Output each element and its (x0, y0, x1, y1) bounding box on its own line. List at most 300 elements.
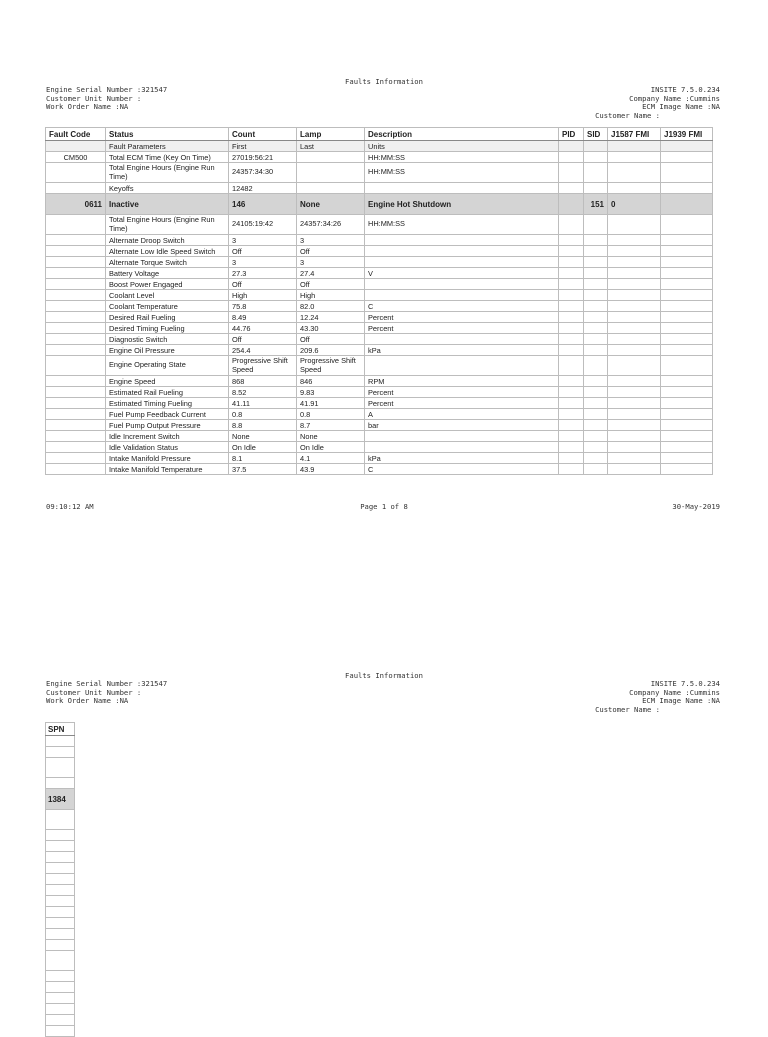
empty-cell (584, 152, 608, 163)
first-cell: High (229, 290, 297, 301)
table-row (46, 290, 713, 301)
first-cell: 8.8 (229, 420, 297, 431)
last-cell: Progressive Shift Speed (297, 356, 365, 376)
col-fault-code: Fault Code (46, 128, 106, 141)
empty-cell (608, 152, 661, 163)
spn-cell (46, 1004, 75, 1015)
fault-code-cell (46, 279, 106, 290)
units-cell: bar (365, 420, 559, 431)
units-cell: C (365, 464, 559, 475)
customer-unit-number: Customer Unit Number : (46, 687, 142, 697)
param-cell: Total ECM Time (Key On Time) (106, 152, 229, 163)
page2-title: Faults Information (345, 671, 423, 680)
sid-cell (584, 376, 608, 387)
footer-date: 30-May-2019 (672, 502, 720, 511)
j1587-cell (608, 323, 661, 334)
table-row (46, 356, 713, 376)
j1587-cell (608, 442, 661, 453)
table-row (46, 387, 713, 398)
j1587-cell (608, 356, 661, 376)
table-row (46, 257, 713, 268)
spn-cell (46, 918, 75, 929)
fault-code-cell (46, 398, 106, 409)
param-cell: Alternate Torque Switch (106, 257, 229, 268)
fault-code-cell (46, 268, 106, 279)
table-row (46, 235, 713, 246)
sid-cell (584, 235, 608, 246)
fault-code-cell (46, 246, 106, 257)
j1587-cell (608, 334, 661, 345)
first-cell: 3 (229, 235, 297, 246)
fault-j1939-fmi (661, 194, 713, 215)
faults-table (45, 127, 713, 475)
empty-cell (559, 152, 584, 163)
table-row (46, 420, 713, 431)
table-row (46, 453, 713, 464)
sub-header-cell: First (229, 141, 297, 152)
spn-row (46, 841, 75, 852)
col-description: Description (365, 128, 559, 141)
engine-serial-number: Engine Serial Number :321547 (46, 85, 168, 94)
spn-header-row (46, 723, 75, 736)
sub-header-cell (661, 141, 713, 152)
header-right (595, 86, 720, 120)
col-j1587-fmi: J1587 FMI (608, 128, 661, 141)
fault-sid: 151 (584, 194, 608, 215)
last-cell: 8.7 (297, 420, 365, 431)
fault-code-cell: CM500 (46, 152, 106, 163)
first-cell: 8.49 (229, 312, 297, 323)
fault-code-cell (46, 387, 106, 398)
units-cell: HH:MM:SS (365, 215, 559, 235)
param-cell: Diagnostic Switch (106, 334, 229, 345)
pid-cell (559, 290, 584, 301)
j1939-cell (661, 356, 713, 376)
ecm-image-name: ECM Image Name :NA (642, 102, 720, 111)
units-cell (365, 257, 559, 268)
sid-cell (584, 420, 608, 431)
j1939-cell (661, 290, 713, 301)
fault-code-cell (46, 442, 106, 453)
sid-cell (584, 312, 608, 323)
customer-unit-number: Customer Unit Number : (46, 93, 142, 103)
last-cell: 24357:34:26 (297, 215, 365, 235)
empty-cell (608, 163, 661, 183)
fault-code-cell (46, 215, 106, 235)
fault-code: 0611 (46, 194, 106, 215)
fault-code-cell (46, 290, 106, 301)
spn-row (46, 982, 75, 993)
units-cell: kPa (365, 453, 559, 464)
param-cell: Coolant Level (106, 290, 229, 301)
j1587-cell (608, 235, 661, 246)
pid-cell (559, 279, 584, 290)
fault-pid (559, 194, 584, 215)
footer-time: 09:10:12 AM (46, 502, 94, 511)
last-cell (297, 152, 365, 163)
pid-cell (559, 301, 584, 312)
table-row (46, 464, 713, 475)
spn-row (46, 885, 75, 896)
j1939-cell (661, 398, 713, 409)
j1939-cell (661, 312, 713, 323)
spn-cell (46, 830, 75, 841)
j1587-cell (608, 301, 661, 312)
units-cell: A (365, 409, 559, 420)
param-cell: Engine Operating State (106, 356, 229, 376)
units-cell: Percent (365, 323, 559, 334)
last-cell: 3 (297, 235, 365, 246)
pid-cell (559, 409, 584, 420)
pid-cell (559, 334, 584, 345)
first-cell: 75.8 (229, 301, 297, 312)
param-cell: Estimated Rail Fueling (106, 387, 229, 398)
param-cell: Intake Manifold Pressure (106, 453, 229, 464)
ecm-image-name: ECM Image Name :NA (642, 696, 720, 705)
pid-cell (559, 323, 584, 334)
last-cell: 27.4 (297, 268, 365, 279)
first-cell: 24105:19:42 (229, 215, 297, 235)
first-cell: 44.76 (229, 323, 297, 334)
j1939-cell (661, 301, 713, 312)
col-spn: SPN (46, 723, 75, 736)
spn-row (46, 896, 75, 907)
pid-cell (559, 356, 584, 376)
j1939-cell (661, 235, 713, 246)
j1939-cell (661, 453, 713, 464)
sid-cell (584, 345, 608, 356)
pid-cell (559, 268, 584, 279)
last-cell: 0.8 (297, 409, 365, 420)
sub-header-row (46, 141, 713, 152)
spn-cell (46, 971, 75, 982)
sid-cell (584, 290, 608, 301)
first-cell: 24357:34:30 (229, 163, 297, 183)
first-cell: 27.3 (229, 268, 297, 279)
fault-count: 146 (229, 194, 297, 215)
fault-code-cell (46, 376, 106, 387)
sub-header-cell: Last (297, 141, 365, 152)
j1587-cell (608, 246, 661, 257)
sub-header-cell (584, 141, 608, 152)
param-cell: Engine Oil Pressure (106, 345, 229, 356)
fault-code-cell (46, 183, 106, 194)
j1939-cell (661, 431, 713, 442)
spn-row (46, 852, 75, 863)
j1939-cell (661, 345, 713, 356)
units-cell: kPa (365, 345, 559, 356)
spn-row (46, 736, 75, 747)
fault-code-cell (46, 334, 106, 345)
param-cell: Engine Speed (106, 376, 229, 387)
fault-code-cell (46, 356, 106, 376)
units-cell (365, 183, 559, 194)
last-cell: High (297, 290, 365, 301)
table-row (46, 163, 713, 183)
last-cell: On Idle (297, 442, 365, 453)
table-row (46, 301, 713, 312)
table-row (46, 345, 713, 356)
empty-cell (584, 163, 608, 183)
page2-header-left (46, 680, 167, 706)
sid-cell (584, 246, 608, 257)
first-cell: 868 (229, 376, 297, 387)
first-cell: 12482 (229, 183, 297, 194)
j1587-cell (608, 453, 661, 464)
j1587-cell (608, 279, 661, 290)
spn-row (46, 993, 75, 1004)
first-cell: 27019:56:21 (229, 152, 297, 163)
sid-cell (584, 268, 608, 279)
spn-cell (46, 929, 75, 940)
spn-row (46, 863, 75, 874)
table-header-row (46, 128, 713, 141)
units-cell (365, 279, 559, 290)
spn-cell (46, 778, 75, 789)
last-cell: 4.1 (297, 453, 365, 464)
first-cell: Off (229, 279, 297, 290)
last-cell: 43.9 (297, 464, 365, 475)
fault-description: Engine Hot Shutdown (365, 194, 559, 215)
pid-cell (559, 431, 584, 442)
sid-cell (584, 215, 608, 235)
empty-cell (608, 183, 661, 194)
sid-cell (584, 257, 608, 268)
last-cell: Off (297, 334, 365, 345)
j1939-cell (661, 420, 713, 431)
units-cell (365, 290, 559, 301)
spn-cell (46, 896, 75, 907)
j1587-cell (608, 398, 661, 409)
last-cell: 82.0 (297, 301, 365, 312)
j1587-cell (608, 420, 661, 431)
customer-name: Customer Name : (595, 110, 660, 120)
col-sid: SID (584, 128, 608, 141)
sid-cell (584, 442, 608, 453)
j1587-cell (608, 290, 661, 301)
spn-cell (46, 758, 75, 778)
spn-cell (46, 982, 75, 993)
col-lamp: Lamp (297, 128, 365, 141)
first-cell: 0.8 (229, 409, 297, 420)
pid-cell (559, 246, 584, 257)
j1587-cell (608, 409, 661, 420)
units-cell (365, 235, 559, 246)
first-cell: None (229, 431, 297, 442)
units-cell (365, 334, 559, 345)
units-cell: HH:MM:SS (365, 152, 559, 163)
j1939-cell (661, 323, 713, 334)
last-cell: 9.83 (297, 387, 365, 398)
table-row (46, 183, 713, 194)
j1939-cell (661, 387, 713, 398)
param-cell: Estimated Timing Fueling (106, 398, 229, 409)
param-cell: Desired Timing Fueling (106, 323, 229, 334)
table-row (46, 334, 713, 345)
col-j1939-fmi: J1939 FMI (661, 128, 713, 141)
j1939-cell (661, 215, 713, 235)
first-cell: 41.11 (229, 398, 297, 409)
sid-cell (584, 464, 608, 475)
units-cell: RPM (365, 376, 559, 387)
pid-cell (559, 464, 584, 475)
spn-cell (46, 747, 75, 758)
pid-cell (559, 453, 584, 464)
header-left (46, 86, 167, 112)
spn-cell (46, 993, 75, 1004)
table-row (46, 398, 713, 409)
j1939-cell (661, 246, 713, 257)
first-cell: 3 (229, 257, 297, 268)
fault-code-cell (46, 323, 106, 334)
sub-header-cell: Fault Parameters (106, 141, 229, 152)
table-row (46, 376, 713, 387)
sid-cell (584, 279, 608, 290)
param-cell: Coolant Temperature (106, 301, 229, 312)
spn-cell (46, 885, 75, 896)
spn-row (46, 951, 75, 971)
spn-row (46, 1004, 75, 1015)
units-cell: Percent (365, 387, 559, 398)
j1587-cell (608, 215, 661, 235)
table-row (46, 246, 713, 257)
spn-cell (46, 940, 75, 951)
param-cell: Idle Increment Switch (106, 431, 229, 442)
fault-code-cell (46, 257, 106, 268)
empty-cell (661, 183, 713, 194)
spn-cell (46, 1026, 75, 1037)
work-order-name: Work Order Name :NA (46, 102, 129, 111)
sid-cell (584, 431, 608, 442)
j1587-cell (608, 464, 661, 475)
spn-row (46, 971, 75, 982)
units-cell: C (365, 301, 559, 312)
pid-cell (559, 345, 584, 356)
param-cell: Idle Validation Status (106, 442, 229, 453)
spn-row (46, 918, 75, 929)
j1587-cell (608, 257, 661, 268)
spn-cell (46, 736, 75, 747)
spn-cell (46, 863, 75, 874)
empty-cell (559, 183, 584, 194)
pid-cell (559, 420, 584, 431)
empty-cell (584, 183, 608, 194)
units-cell (365, 356, 559, 376)
first-cell: 37.5 (229, 464, 297, 475)
pid-cell (559, 235, 584, 246)
sid-cell (584, 453, 608, 464)
sid-cell (584, 301, 608, 312)
pid-cell (559, 387, 584, 398)
fault-code-cell (46, 312, 106, 323)
last-cell: 209.6 (297, 345, 365, 356)
last-cell: 3 (297, 257, 365, 268)
spn-cell (46, 951, 75, 971)
j1587-cell (608, 268, 661, 279)
company-name: Company Name :Cummins (629, 93, 720, 103)
sid-cell (584, 356, 608, 376)
param-cell: Battery Voltage (106, 268, 229, 279)
fault-code-cell (46, 409, 106, 420)
sub-header-cell (608, 141, 661, 152)
j1939-cell (661, 376, 713, 387)
table-row (46, 431, 713, 442)
last-cell: 41.91 (297, 398, 365, 409)
table-row (46, 323, 713, 334)
sid-cell (584, 387, 608, 398)
spn-row (46, 830, 75, 841)
last-cell: Off (297, 246, 365, 257)
param-cell: Desired Rail Fueling (106, 312, 229, 323)
first-cell: Progressive Shift Speed (229, 356, 297, 376)
j1939-cell (661, 334, 713, 345)
footer-page: Page 1 of 8 (360, 502, 408, 511)
insite-version: INSITE 7.5.0.234 (650, 679, 720, 688)
spn-row (46, 778, 75, 789)
fault-status: Inactive (106, 194, 229, 215)
spn-fault-row (46, 789, 75, 810)
j1939-cell (661, 268, 713, 279)
empty-cell (661, 163, 713, 183)
fault-lamp: None (297, 194, 365, 215)
j1587-cell (608, 376, 661, 387)
pid-cell (559, 312, 584, 323)
units-cell (365, 442, 559, 453)
empty-cell (661, 152, 713, 163)
param-cell: Keyoffs (106, 183, 229, 194)
pid-cell (559, 257, 584, 268)
fault-row (46, 194, 713, 215)
param-cell: Intake Manifold Temperature (106, 464, 229, 475)
pid-cell (559, 376, 584, 387)
customer-name: Customer Name : (595, 704, 660, 714)
param-cell: Alternate Low Idle Speed Switch (106, 246, 229, 257)
fault-code-cell (46, 420, 106, 431)
spn-row (46, 874, 75, 885)
spn-row (46, 810, 75, 830)
last-cell: 846 (297, 376, 365, 387)
spn-row (46, 1026, 75, 1037)
table-row (46, 442, 713, 453)
page2-header-right (595, 680, 720, 714)
first-cell: Off (229, 334, 297, 345)
sid-cell (584, 409, 608, 420)
pid-cell (559, 215, 584, 235)
spn-row (46, 907, 75, 918)
param-cell: Alternate Droop Switch (106, 235, 229, 246)
company-name: Company Name :Cummins (629, 687, 720, 697)
j1587-cell (608, 312, 661, 323)
first-cell: 8.52 (229, 387, 297, 398)
spn-row (46, 758, 75, 778)
first-cell: 8.1 (229, 453, 297, 464)
j1939-cell (661, 279, 713, 290)
last-cell (297, 163, 365, 183)
sid-cell (584, 323, 608, 334)
j1939-cell (661, 464, 713, 475)
fault-code-cell (46, 464, 106, 475)
fault-code-cell (46, 301, 106, 312)
last-cell: 12.24 (297, 312, 365, 323)
units-cell (365, 431, 559, 442)
last-cell: 43.30 (297, 323, 365, 334)
fault-code-cell (46, 453, 106, 464)
col-status: Status (106, 128, 229, 141)
spn-row (46, 929, 75, 940)
param-cell: Total Engine Hours (Engine Run Time) (106, 163, 229, 183)
sub-header-cell (559, 141, 584, 152)
sub-header-cell: Units (365, 141, 559, 152)
